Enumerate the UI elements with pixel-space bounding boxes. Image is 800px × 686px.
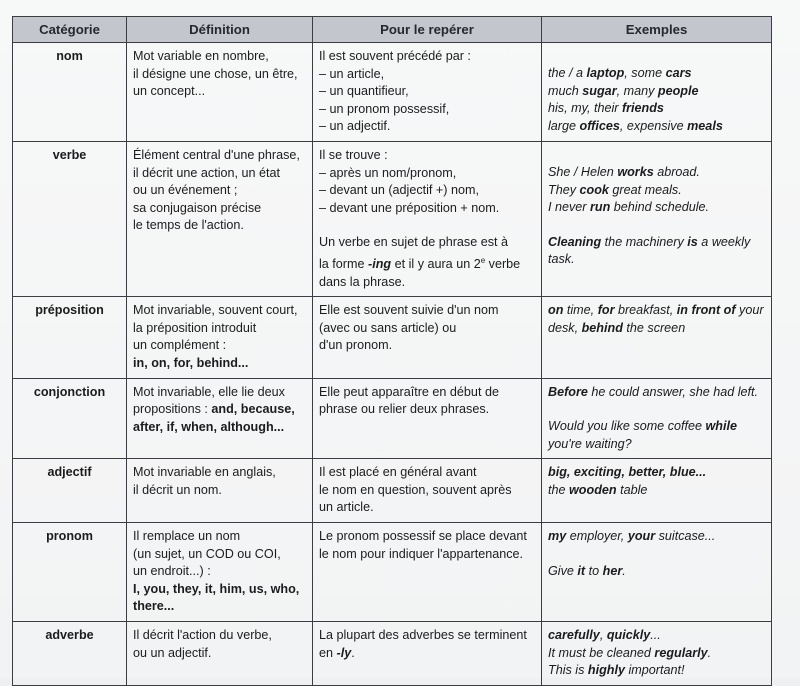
- definition-cell: [127, 43, 313, 142]
- example-line: big, exciting, better, blue...: [548, 465, 707, 480]
- reperer-cell: [313, 622, 542, 686]
- text-line: la préposition introduit: [133, 320, 257, 335]
- definition-cell: [127, 622, 313, 686]
- table-row-adjectif: [13, 459, 772, 523]
- table-header-row: [13, 17, 772, 43]
- text-line: ou un adjectif.: [133, 645, 212, 660]
- example-line: Would you like some coffee while: [548, 419, 737, 434]
- text-line: il décrit une action, un état: [133, 165, 281, 180]
- text-line: – un article,: [319, 66, 385, 81]
- example-line: on time, for breakfast, in front of your: [548, 303, 764, 318]
- reperer-cell: [313, 459, 542, 523]
- reperer-cell: [313, 43, 542, 142]
- example-line: Cleaning the machinery is a weekly: [548, 234, 751, 249]
- text-line: phrase ou relier deux phrases.: [319, 402, 490, 417]
- text-line: il désigne une chose, un être,: [133, 66, 298, 81]
- text-line: Elle est souvent suivie d'un nom: [319, 303, 499, 318]
- text-line: dans la phrase.: [319, 274, 406, 289]
- example-line: task.: [548, 252, 575, 267]
- definition-cell: [127, 459, 313, 523]
- category-cell: préposition: [13, 297, 127, 378]
- text-line: Mot variable en nombre,: [133, 49, 269, 63]
- text-line: Élément central d'une phrase,: [133, 147, 300, 162]
- text-line: in, on, for, behind...: [133, 355, 249, 370]
- category-cell: nom: [13, 43, 127, 142]
- definition-cell: [127, 523, 313, 622]
- examples-cell: [542, 43, 772, 142]
- definition-cell: [127, 141, 313, 296]
- text-line: il décrit un nom.: [133, 482, 222, 497]
- example-line: the / a laptop, some cars: [548, 66, 692, 80]
- text-line: Mot invariable, elle lie deux: [133, 384, 285, 399]
- reperer-cell: [313, 141, 542, 296]
- text-line: Elle peut apparaître en début de: [319, 384, 499, 399]
- text-line: La plupart des adverbes se terminent: [319, 628, 527, 643]
- example-line: It must be cleaned regularly.: [548, 645, 712, 660]
- examples-cell: [542, 523, 772, 622]
- example-line: This is highly important!: [548, 663, 685, 678]
- text-line: Il remplace un nom: [133, 529, 241, 544]
- text-line: there...: [133, 599, 175, 614]
- example-line: Before he could answer, she had left.: [548, 384, 759, 399]
- table-row-nom: [13, 43, 772, 142]
- text-line: Il est placé en général avant: [319, 465, 477, 480]
- example-line: the wooden table: [548, 482, 648, 497]
- category-cell: adverbe: [13, 622, 127, 686]
- text-line: Il est souvent précédé par :: [319, 49, 471, 63]
- text-line: – un quantifieur,: [319, 84, 409, 99]
- text-line: un concept...: [133, 84, 206, 99]
- header-exemples: Exemples: [542, 17, 772, 43]
- example-line: Give it to her.: [548, 563, 626, 578]
- text-line: sa conjugaison précise: [133, 200, 262, 215]
- examples-cell: [542, 297, 772, 378]
- text-line: le temps de l'action.: [133, 218, 244, 233]
- header-definition: Définition: [127, 17, 313, 43]
- example-line: desk, behind the screen: [548, 320, 686, 335]
- example-line: you're waiting?: [548, 436, 632, 451]
- examples-cell: [542, 378, 772, 459]
- text-line: ou un événement ;: [133, 183, 238, 198]
- category-cell: adjectif: [13, 459, 127, 523]
- example-line: large offices, expensive meals: [548, 118, 723, 133]
- examples-cell: [542, 141, 772, 296]
- text-line: – après un nom/pronom,: [319, 165, 457, 180]
- text-line: le nom en question, souvent après: [319, 482, 512, 497]
- example-line: She / Helen works abroad.: [548, 164, 700, 179]
- text-line: Mot invariable, souvent court,: [133, 303, 298, 318]
- reperer-cell: [313, 378, 542, 459]
- grammar-categories-table: [12, 16, 772, 686]
- text-line: d'un pronom.: [319, 338, 393, 353]
- definition-cell: [127, 378, 313, 459]
- example-line: They cook great meals.: [548, 182, 682, 197]
- text-line: after, if, when, although...: [133, 419, 285, 434]
- text-line: en -ly.: [319, 645, 355, 660]
- example-line: I never run behind schedule.: [548, 200, 710, 215]
- text-line: un complément :: [133, 338, 227, 353]
- table-row-conjonction: [13, 378, 772, 459]
- text-line: (un sujet, un COD ou COI,: [133, 546, 281, 561]
- text-line: la forme -ing et il y aura un 2e verbe: [319, 255, 521, 271]
- text-line: le nom pour indiquer l'appartenance.: [319, 546, 524, 561]
- example-line: his, my, their friends: [548, 101, 664, 116]
- category-cell: pronom: [13, 523, 127, 622]
- table-row-verbe: [13, 141, 772, 296]
- text-line: Il décrit l'action du verbe,: [133, 628, 272, 643]
- category-cell: conjonction: [13, 378, 127, 459]
- category-cell: verbe: [13, 141, 127, 296]
- example-line: carefully, quickly...: [548, 628, 661, 643]
- table-row-preposition: [13, 297, 772, 378]
- text-line: Il se trouve :: [319, 147, 388, 162]
- text-line: (avec ou sans article) ou: [319, 320, 457, 335]
- examples-cell: [542, 622, 772, 686]
- table-row-pronom: [13, 523, 772, 622]
- text-line: Le pronom possessif se place devant: [319, 529, 527, 544]
- examples-cell: [542, 459, 772, 523]
- text-line: – devant une préposition + nom.: [319, 200, 500, 215]
- text-line: propositions : and, because,: [133, 402, 295, 417]
- text-line: un article.: [319, 500, 374, 515]
- header-categorie: Catégorie: [13, 17, 127, 43]
- text-line: un endroit...) :: [133, 564, 211, 579]
- text-line: – devant un (adjectif +) nom,: [319, 183, 479, 198]
- definition-cell: [127, 297, 313, 378]
- text-line: I, you, they, it, him, us, who,: [133, 581, 300, 596]
- example-line: much sugar, many people: [548, 83, 699, 98]
- text-line: Un verbe en sujet de phrase est à: [319, 235, 509, 250]
- text-line: – un adjectif.: [319, 119, 391, 134]
- table-row-adverbe: [13, 622, 772, 686]
- example-line: my employer, your suitcase...: [548, 529, 716, 544]
- text-line: Mot invariable en anglais,: [133, 465, 276, 480]
- reperer-cell: [313, 297, 542, 378]
- reperer-cell: [313, 523, 542, 622]
- text-line: – un pronom possessif,: [319, 101, 450, 116]
- header-reperer: Pour le repérer: [313, 17, 542, 43]
